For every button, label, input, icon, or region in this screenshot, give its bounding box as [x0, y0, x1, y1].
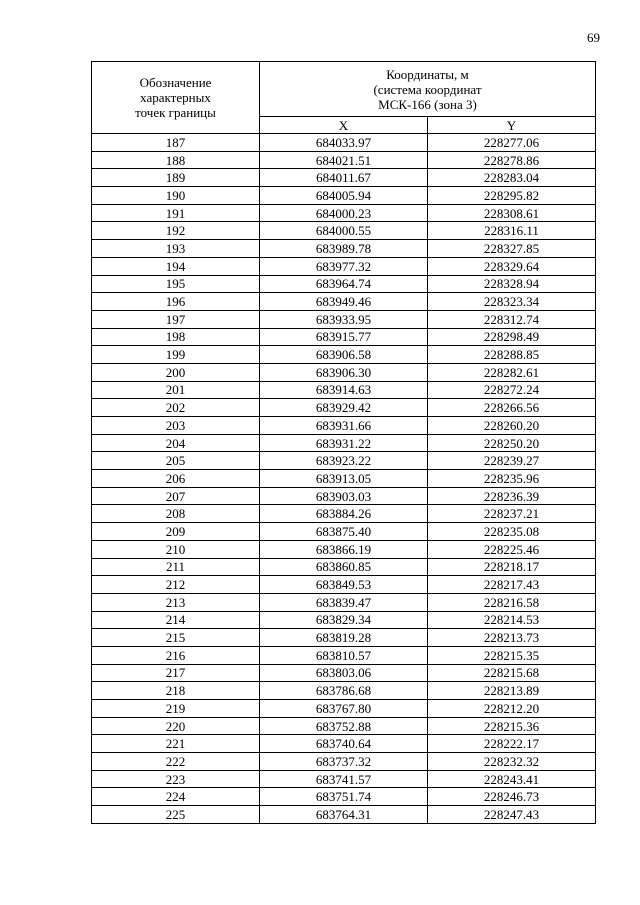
table-row — [92, 275, 596, 293]
point-number-cell: 220 — [92, 717, 260, 735]
x-column-header: X — [260, 117, 428, 134]
y-coordinate-cell: 228282.61 — [428, 363, 596, 381]
x-coordinate-cell: 683740.64 — [260, 735, 428, 753]
x-coordinate-cell: 683929.42 — [260, 399, 428, 417]
point-number-cell: 202 — [92, 399, 260, 417]
y-coordinate-cell: 228295.82 — [428, 187, 596, 205]
header-line: точек границы — [135, 105, 216, 120]
x-coordinate-cell: 683803.06 — [260, 664, 428, 682]
table-row — [92, 611, 596, 629]
y-column-header: Y — [428, 117, 596, 134]
x-coordinate-cell: 683786.68 — [260, 682, 428, 700]
point-number-cell: 208 — [92, 505, 260, 523]
point-number-cell: 204 — [92, 434, 260, 452]
point-number-cell: 206 — [92, 470, 260, 488]
table-row — [92, 505, 596, 523]
point-number-cell: 190 — [92, 187, 260, 205]
x-coordinate-cell: 683866.19 — [260, 540, 428, 558]
y-coordinate-cell: 228235.08 — [428, 523, 596, 541]
point-number-cell: 215 — [92, 629, 260, 647]
table-row — [92, 646, 596, 664]
y-coordinate-cell: 228298.49 — [428, 328, 596, 346]
x-coordinate-cell: 683875.40 — [260, 523, 428, 541]
point-number-cell: 223 — [92, 770, 260, 788]
header-line: (система координат — [373, 81, 482, 97]
table-row — [92, 187, 596, 205]
x-coordinate-cell: 683737.32 — [260, 753, 428, 771]
y-coordinate-cell: 228316.11 — [428, 222, 596, 240]
x-coordinate-cell: 683884.26 — [260, 505, 428, 523]
point-number-cell: 188 — [92, 151, 260, 169]
y-coordinate-cell: 228236.39 — [428, 487, 596, 505]
point-number-cell: 221 — [92, 735, 260, 753]
table-row — [92, 204, 596, 222]
table-row — [92, 240, 596, 258]
table-row — [92, 540, 596, 558]
x-coordinate-cell: 683751.74 — [260, 788, 428, 806]
point-number-cell: 213 — [92, 593, 260, 611]
x-coordinate-cell: 683764.31 — [260, 806, 428, 824]
point-number-cell: 219 — [92, 700, 260, 718]
x-coordinate-cell: 683915.77 — [260, 328, 428, 346]
x-coordinate-cell: 683989.78 — [260, 240, 428, 258]
table-row — [92, 363, 596, 381]
table-row — [92, 399, 596, 417]
x-coordinate-cell: 684033.97 — [260, 134, 428, 152]
header-line: Координаты, м — [386, 66, 469, 82]
point-number-cell: 200 — [92, 363, 260, 381]
point-number-cell: 212 — [92, 576, 260, 594]
x-coordinate-cell: 684011.67 — [260, 169, 428, 187]
y-coordinate-cell: 228288.85 — [428, 346, 596, 364]
point-number-cell: 199 — [92, 346, 260, 364]
x-coordinate-cell: 683914.63 — [260, 381, 428, 399]
y-coordinate-cell: 228215.68 — [428, 664, 596, 682]
table-row — [92, 310, 596, 328]
point-number-cell: 217 — [92, 664, 260, 682]
x-coordinate-cell: 683752.88 — [260, 717, 428, 735]
y-coordinate-cell: 228237.21 — [428, 505, 596, 523]
y-coordinate-cell: 228327.85 — [428, 240, 596, 258]
point-number-cell: 193 — [92, 240, 260, 258]
point-number-cell: 207 — [92, 487, 260, 505]
table-body — [92, 134, 596, 824]
table-row — [92, 134, 596, 152]
point-number-cell: 197 — [92, 310, 260, 328]
y-coordinate-cell: 228215.35 — [428, 646, 596, 664]
x-coordinate-cell: 683741.57 — [260, 770, 428, 788]
point-number-cell: 209 — [92, 523, 260, 541]
table-row — [92, 576, 596, 594]
y-coordinate-cell: 228283.04 — [428, 169, 596, 187]
y-coordinate-cell: 228213.89 — [428, 682, 596, 700]
table-row — [92, 770, 596, 788]
point-number-cell: 222 — [92, 753, 260, 771]
y-coordinate-cell: 228218.17 — [428, 558, 596, 576]
y-coordinate-cell: 228246.73 — [428, 788, 596, 806]
y-coordinate-cell: 228308.61 — [428, 204, 596, 222]
x-coordinate-cell: 683949.46 — [260, 293, 428, 311]
x-coordinate-cell: 683913.05 — [260, 470, 428, 488]
point-number-cell: 187 — [92, 134, 260, 152]
table-header-row — [92, 62, 596, 117]
table-row — [92, 629, 596, 647]
coordinates-table — [91, 61, 596, 824]
table-row — [92, 470, 596, 488]
table-row — [92, 558, 596, 576]
table-row — [92, 788, 596, 806]
x-coordinate-cell: 683849.53 — [260, 576, 428, 594]
table-row — [92, 682, 596, 700]
table-row — [92, 452, 596, 470]
point-number-cell: 211 — [92, 558, 260, 576]
table-row — [92, 169, 596, 187]
point-number-cell: 203 — [92, 417, 260, 435]
header-line: характерных — [140, 90, 211, 105]
point-number-cell: 189 — [92, 169, 260, 187]
table-row — [92, 717, 596, 735]
table-row — [92, 523, 596, 541]
x-coordinate-cell: 683933.95 — [260, 310, 428, 328]
table-row — [92, 735, 596, 753]
header-line: Обозначение — [139, 75, 212, 90]
y-coordinate-cell: 228213.73 — [428, 629, 596, 647]
table-row — [92, 806, 596, 824]
table-row — [92, 151, 596, 169]
y-coordinate-cell: 228232.32 — [428, 753, 596, 771]
table-row — [92, 222, 596, 240]
table-row — [92, 753, 596, 771]
y-coordinate-cell: 228329.64 — [428, 257, 596, 275]
y-coordinate-cell: 228312.74 — [428, 310, 596, 328]
x-coordinate-cell: 683977.32 — [260, 257, 428, 275]
point-number-cell: 224 — [92, 788, 260, 806]
table-row — [92, 328, 596, 346]
y-coordinate-cell: 228278.86 — [428, 151, 596, 169]
point-number-cell: 205 — [92, 452, 260, 470]
y-coordinate-cell: 228250.20 — [428, 434, 596, 452]
point-number-cell: 216 — [92, 646, 260, 664]
table-row — [92, 434, 596, 452]
point-number-cell: 218 — [92, 682, 260, 700]
x-coordinate-cell: 683860.85 — [260, 558, 428, 576]
x-coordinate-cell: 683810.57 — [260, 646, 428, 664]
y-coordinate-cell: 228216.58 — [428, 593, 596, 611]
point-number-cell: 194 — [92, 257, 260, 275]
table-row — [92, 417, 596, 435]
table-row — [92, 487, 596, 505]
x-coordinate-cell: 684005.94 — [260, 187, 428, 205]
y-coordinate-cell: 228222.17 — [428, 735, 596, 753]
y-coordinate-cell: 228239.27 — [428, 452, 596, 470]
table-row — [92, 700, 596, 718]
point-number-cell: 191 — [92, 204, 260, 222]
y-coordinate-cell: 228212.20 — [428, 700, 596, 718]
point-number-cell: 195 — [92, 275, 260, 293]
y-coordinate-cell: 228272.24 — [428, 381, 596, 399]
x-coordinate-cell: 683923.22 — [260, 452, 428, 470]
x-coordinate-cell: 683906.58 — [260, 346, 428, 364]
x-coordinate-cell: 683931.66 — [260, 417, 428, 435]
y-coordinate-cell: 228266.56 — [428, 399, 596, 417]
point-number-cell: 192 — [92, 222, 260, 240]
y-coordinate-cell: 228247.43 — [428, 806, 596, 824]
x-coordinate-cell: 684000.55 — [260, 222, 428, 240]
y-coordinate-cell: 228277.06 — [428, 134, 596, 152]
x-coordinate-cell: 683903.03 — [260, 487, 428, 505]
point-number-cell: 196 — [92, 293, 260, 311]
x-coordinate-cell: 683931.22 — [260, 434, 428, 452]
y-coordinate-cell: 228328.94 — [428, 275, 596, 293]
table-row — [92, 257, 596, 275]
table-row — [92, 346, 596, 364]
y-coordinate-cell: 228243.41 — [428, 770, 596, 788]
x-coordinate-cell: 683964.74 — [260, 275, 428, 293]
y-coordinate-cell: 228260.20 — [428, 417, 596, 435]
x-coordinate-cell: 683906.30 — [260, 363, 428, 381]
x-coordinate-cell: 683767.80 — [260, 700, 428, 718]
y-coordinate-cell: 228225.46 — [428, 540, 596, 558]
x-coordinate-cell: 683819.28 — [260, 629, 428, 647]
point-number-cell: 225 — [92, 806, 260, 824]
point-number-cell: 201 — [92, 381, 260, 399]
header-line: МСК-166 (зона 3) — [378, 96, 477, 112]
point-number-cell: 214 — [92, 611, 260, 629]
table-row — [92, 593, 596, 611]
y-coordinate-cell: 228215.36 — [428, 717, 596, 735]
y-coordinate-cell: 228323.34 — [428, 293, 596, 311]
table-row — [92, 664, 596, 682]
table-row — [92, 293, 596, 311]
x-coordinate-cell: 684000.23 — [260, 204, 428, 222]
coordinates-header — [260, 62, 596, 117]
point-number-cell: 210 — [92, 540, 260, 558]
y-coordinate-cell: 228235.96 — [428, 470, 596, 488]
page-number: 69 — [587, 30, 600, 45]
table-row — [92, 381, 596, 399]
y-coordinate-cell: 228214.53 — [428, 611, 596, 629]
point-number-cell: 198 — [92, 328, 260, 346]
x-coordinate-cell: 683839.47 — [260, 593, 428, 611]
point-designation-header — [92, 62, 260, 134]
y-coordinate-cell: 228217.43 — [428, 576, 596, 594]
x-coordinate-cell: 683829.34 — [260, 611, 428, 629]
x-coordinate-cell: 684021.51 — [260, 151, 428, 169]
